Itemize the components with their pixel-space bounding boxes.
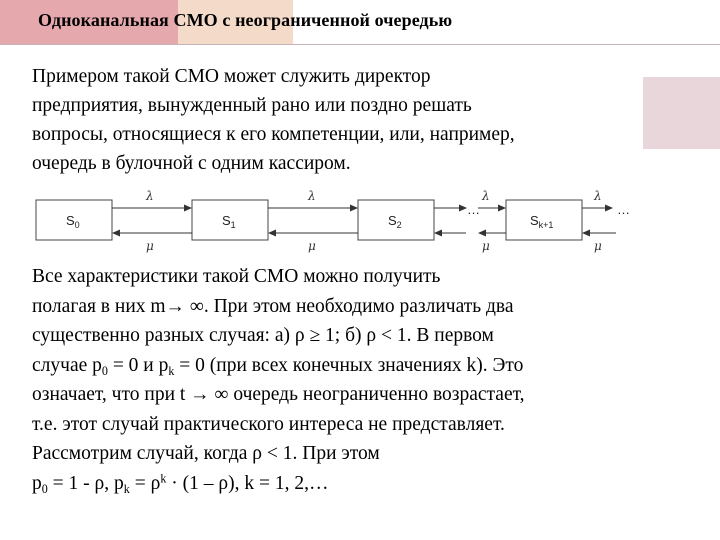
state-label-s2: $S_2$: [388, 213, 402, 230]
intro-line: очередь в булочной с одним кассиром.: [32, 153, 351, 174]
intro-line: предприятия, вынужденный рано или поздно решать: [32, 95, 472, 116]
title-divider: [0, 44, 720, 45]
state-label-sk1: $S_{k+1}$: [530, 213, 554, 230]
backward-rate-label: μ: [308, 239, 316, 253]
ellipsis: …: [617, 202, 630, 217]
intro-line: вопросы, относящиеся к его компетенции, или, например,: [32, 124, 515, 145]
body-line: означает, что при t → ∞ очередь неограниченно возрастает,: [32, 384, 525, 405]
decorative-block-right: [643, 77, 720, 149]
body-line: случае $p_0 = 0$ и $p_k = 0$ (при всех конечных значениях k). Это: [32, 354, 524, 378]
forward-rate-label: λ: [308, 189, 316, 203]
state-transition-diagram: [34, 186, 644, 258]
backward-rate-label: μ: [146, 239, 154, 253]
formula-line: $p_0 = 1 - \rho$, $p_k = \rho^k \cdot (1 - \rho)$, k = 1, 2,…: [32, 470, 329, 496]
slide-title: Одноканальная СМО с неограниченной очередью: [38, 10, 453, 30]
state-label-s1: $S_1$: [222, 213, 236, 230]
main-paragraph: [32, 262, 652, 498]
body-line: т.е. этот случай практического интереса не представляет.: [32, 413, 505, 435]
body-line: Все характеристики такой СМО можно получить: [32, 266, 441, 287]
intro-paragraph: [32, 62, 652, 178]
backward-rate-label: μ: [594, 239, 602, 253]
state-label-s0: $S_0$: [66, 213, 80, 230]
forward-rate-label: λ: [482, 189, 490, 203]
ellipsis: …: [467, 202, 480, 217]
body-line: существенно разных случая: а) ρ ≥ 1; б) ρ < 1. В первом: [32, 325, 494, 346]
backward-rate-label: μ: [482, 239, 490, 253]
forward-rate-label: λ: [146, 189, 154, 203]
body-line: Рассмотрим случай, когда ρ < 1. При этом: [32, 443, 380, 464]
body-line: полагая в них m→ ∞. При этом необходимо различать два: [32, 295, 514, 317]
forward-rate-label: λ: [594, 189, 602, 203]
intro-line: Примером такой СМО может служить директор: [32, 66, 431, 87]
